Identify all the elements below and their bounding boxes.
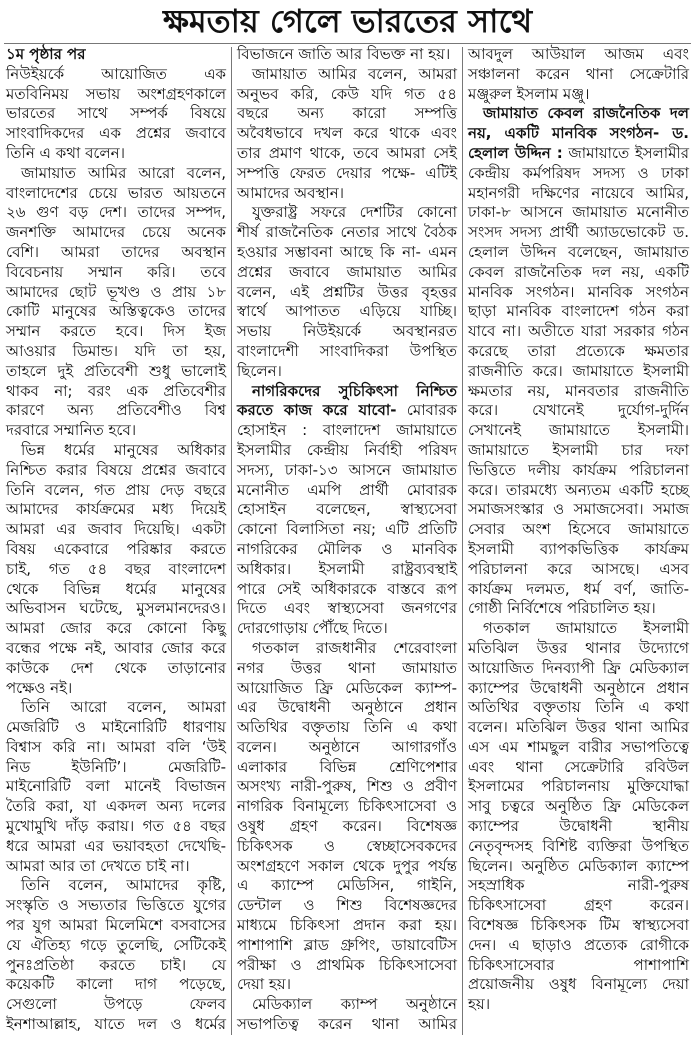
text-line: আমরা আর তা দেখতে চাই না। <box>6 856 190 875</box>
text-line: মতবিনিময় সভায় অংশগ্রহণকালে <box>6 84 226 103</box>
text-line: তিনি বলেন, আমাদের কৃষ্টি, <box>21 876 226 895</box>
text-line: কেবল রাজনৈতিক দল নয়, একটি <box>468 262 689 281</box>
text-line: নাগরিকের মৌলিক ও মানবিক <box>237 539 457 558</box>
text-line <box>468 104 689 124</box>
text-line: চিকিৎসাসেবা গ্রহণ করেন। <box>468 896 689 915</box>
text-line: শীর্ষ রাজনৈতিক নেতার সাথে বৈঠক <box>237 223 457 242</box>
text-line: ক্যাম্পের উদ্বোধনী স্থানীয় <box>468 817 689 836</box>
text-line: আমাদের অবস্থান। <box>237 183 345 202</box>
text-line: মাধ্যমে চিকিৎসা প্রদান করা হয়। <box>237 916 457 935</box>
text-line: কারণে অন্য প্রতিবেশীও বিশ্ব <box>6 401 226 420</box>
text-line: বন্ধের পক্ষে নই, আবার জোর করে <box>6 638 226 657</box>
paragraph <box>237 639 457 995</box>
column-1 <box>6 45 226 1035</box>
text-line: অধিকার। ইসলামী রাষ্ট্রব্যবস্থাই <box>237 559 457 578</box>
text-line: দিতে এবং স্বাস্থ্যসেবা জনগণের <box>237 599 457 618</box>
text-line: গতকাল রাজধানীর শেরেবাংলা <box>252 638 457 657</box>
text-line <box>237 401 457 421</box>
text-line: অবৈধভাবে দখল করে থাকে এবং <box>237 124 457 143</box>
text-line: হওয়ার সম্ভাবনা আছে কি না- এমন <box>237 242 457 261</box>
text-line: যে ঐতিহ্য গড়ে তুলেছি, সেটিকেই <box>6 935 226 954</box>
body-text: জামায়াতে ইসলামীর <box>568 143 689 162</box>
text-line: বছরে অন্য কারো সম্পত্তি <box>237 104 457 123</box>
text-line: অনুভব করি, কেউ যদি গত ৫৪ <box>237 84 457 103</box>
paragraph <box>237 995 457 1035</box>
text-line: আয়োজিত দিনব্যাপী ফ্রি মেডিক্যাল <box>468 658 689 677</box>
text-line: নিশ্চিত করার বিষয়ে প্রশ্নের জবাবে <box>6 460 226 479</box>
paragraph <box>237 65 457 204</box>
text-line: করে। যেখানেই দুর্যোগ-দুর্দিন <box>468 401 689 420</box>
text-line: পরীক্ষা ও প্রাথমিক চিকিৎসাসেবা <box>237 955 457 974</box>
text-line: সভাপতিত্ব করেন থানা আমির <box>237 1015 457 1034</box>
paragraph <box>6 164 226 441</box>
text-line: অংশগ্রহণে সকাল থেকে দুপুর পর্যন্ত <box>237 856 457 875</box>
text-line: কাউকে দেশ থেকে তাড়ানোর <box>6 658 226 677</box>
text-line: ২৬ গুণ বড় দেশ। তাদের সম্পদ, <box>6 203 226 222</box>
paragraph <box>6 698 226 876</box>
text-line: গোষ্ঠী নির্বিশেষে পরিচালিত হয়। <box>468 599 656 618</box>
text-line: তার প্রমাণ থাকে, তবে আমরা সেই <box>237 143 457 162</box>
text-line: বলেন। অনুষ্ঠানে আগারগাঁও <box>237 737 457 756</box>
text-line: ইসলামীর কেন্দ্রীয় নির্বাহী পরিষদ <box>237 440 457 459</box>
text-line: আমরা জোর করে কোনো কিছু <box>6 619 226 638</box>
text-line: হয়। <box>468 995 491 1014</box>
text-line: যুক্তরাষ্ট্র সফরে দেশটির কোনো <box>252 203 457 222</box>
text-line: পারে সেই অধিকারকে বাস্তবে রূপ <box>237 579 457 598</box>
text-line: থেকে বিভিন্ন ধর্মের মানুষের <box>6 579 226 598</box>
text-line: এলাকার বিভিন্ন শ্রেণিপেশার <box>237 757 457 776</box>
text-line <box>468 144 689 164</box>
text-line: মুখোমুখি দাঁড় করায়। গত ৫৪ বছর <box>6 817 226 836</box>
text-line: ছিলেন। অনুষ্ঠিত মেডিক্যাল ক্যাম্পে <box>468 856 689 875</box>
paragraph <box>6 441 226 698</box>
text-line: বলেন, এই প্রশ্নটির উত্তর বৃহত্তর <box>237 282 457 301</box>
text-line: সমাজসংস্কার ও সমাজসেবা। সমাজ <box>468 500 689 519</box>
text-line: অতিথির বক্তৃতায় তিনি এ কথা <box>237 718 457 737</box>
headline-rule <box>4 43 691 44</box>
lead-in-text: করতে কাজ করে যাবো- <box>237 401 397 420</box>
text-line: মেজরিটি ও মাইনোরিটি ধারণায় <box>6 718 226 737</box>
text-line: নিড ইউনিটি’। মেজরিটি- <box>6 757 226 776</box>
text-line: কোনো বিলাসিতা নয়; এটি প্রতিটি <box>237 520 457 539</box>
text-line: আমাদের ছোট ভূখণ্ড ও প্রায় ১৮ <box>6 282 226 301</box>
paragraph <box>6 65 226 164</box>
text-line: অভিবাসন ঘটেছে, মুসলমানদেরও। <box>6 599 226 618</box>
text-line: স্বার্থে আপাতত এড়িয়ে যাচ্ছি। <box>237 302 457 321</box>
text-line: রাজনীতি করে। জামায়াতে ইসলামী <box>468 361 689 380</box>
text-line: এ ক্যাম্পে মেডিসিন, গাইনি, <box>237 876 457 895</box>
column-rule <box>231 47 232 1035</box>
text-line: সেগুলো উপড়ে ফেলব <box>6 995 226 1014</box>
text-line: মতিঝিল উত্তর থানার উদ্যোগে <box>468 638 689 657</box>
text-line: ইসলামী ব্যাপকভিত্তিক কার্যক্রম <box>468 539 689 558</box>
text-line: কোটি মানুষের অস্তিত্বকেও তাদের <box>6 302 226 321</box>
paragraph <box>6 876 226 1034</box>
text-line: ধরে আমরা এর ভয়াবহতা দেখেছি- <box>6 836 226 855</box>
text-line: দোরগোড়ায় পৌঁছে দিতে। <box>237 619 388 638</box>
text-line: করে। তারমধ্যে অন্যতম একটি হচ্ছে <box>468 480 689 499</box>
text-line: নগর উত্তর থানা জামায়াত <box>237 658 457 677</box>
text-line: বাংলাদেশের চেয়ে ভারত আয়তনে <box>6 183 226 202</box>
text-line: ইনশাআল্লাহ, যাতে দল ও ধর্মের <box>6 1015 226 1034</box>
text-line: মঞ্জুরুল ইসলাম মঞ্জু। <box>468 84 590 103</box>
text-line: আয়োজিত ফ্রি মেডিকেল ক্যাম্প- <box>237 678 457 697</box>
text-line: মনোনীত এমপি প্রার্থী মোবারক <box>237 480 457 499</box>
text-line: দেন। এ ছাড়াও প্রত্যেক রোগীকে <box>468 935 689 954</box>
paragraph <box>468 45 689 104</box>
text-line: নিউইয়র্কে আয়োজিত এক <box>6 64 226 83</box>
text-line <box>237 382 457 402</box>
text-line: সাংবাদিকদের এক প্রশ্নের জবাবে <box>6 124 226 143</box>
text-line: করেছে তারা প্রত্যেকে ক্ষমতার <box>468 341 689 360</box>
text-line: মানবিক সংগঠন। মানবিক সংগঠন <box>468 282 689 301</box>
text-line: সম্পত্তি ফেরত দেয়ার পক্ষে- এটিই <box>237 163 457 182</box>
lead-in-text: জামায়াত কেবল রাজনৈতিক দল <box>483 104 689 123</box>
text-line: ডেন্টাল ও শিশু বিশেষজ্ঞদের <box>237 896 457 915</box>
lead-in-text: নাগরিকদের সুচিকিৎসা নিশ্চিত <box>252 381 457 400</box>
text-line: বিভাজনে জাতি আর বিভক্ত না হয়। <box>237 45 451 63</box>
text-line: সংসদ সদস্য প্রার্থী অ্যাডভোকেট ড. <box>468 223 689 242</box>
text-line: জামায়াত আমির আরো বলেন, <box>21 163 226 182</box>
text-line: সহস্রাধিক নারী-পুরুষ <box>468 876 689 895</box>
text-line: সাবু চত্বরে অনুষ্ঠিত ফ্রি মেডিকেল <box>468 797 689 816</box>
text-line: বিশেষজ্ঞ চিকিৎসক টিম স্বাস্থ্যসেবা <box>468 916 689 935</box>
paragraph <box>237 45 457 65</box>
text-line: চিকিৎসক ও স্বেচ্ছাসেবকদের <box>237 836 457 855</box>
text-line: আওয়ার ডিমান্ড। যদি তা হয়, <box>6 341 226 360</box>
text-line: এর উদ্বোধনী অনুষ্ঠানে প্রধান <box>237 698 457 717</box>
text-line: হোসাইন বলেছেন, স্বাস্থ্যসেবা <box>237 500 457 519</box>
text-line: কয়েকটি কালো দাগ পড়েছে, <box>6 975 226 994</box>
text-line: জামায়াত আমির বলেন, আমরা <box>252 64 457 83</box>
text-line: প্রয়োজনীয় ওষুধ বিনামূল্যে দেয়া <box>468 975 689 994</box>
body-text: মোবারক <box>406 401 457 420</box>
column-2 <box>237 45 457 1035</box>
text-line: সদস্য, ঢাকা-১৩ আসনে জামায়াত <box>237 460 457 479</box>
text-line: পক্ষেও নই। <box>6 678 73 697</box>
column-rule <box>462 47 463 1035</box>
paragraph <box>468 104 689 619</box>
text-line: পরিচালনা করে আসছে। এসব <box>468 559 689 578</box>
text-line: সম্মান করতে হবে। দিস ইজ <box>6 322 226 341</box>
text-line: দরবারে সম্মানিত হবে। <box>6 421 137 440</box>
text-line: তিনি বলেন, গত প্রায় দেড় বছরে <box>6 480 226 499</box>
text-line: অসংখ্য নারী-পুরুষ, শিশু ও প্রবীণ <box>237 777 457 796</box>
text-line: মেডিক্যাল ক্যাম্প অনুষ্ঠানে <box>252 995 457 1014</box>
text-line: তিনি এ কথা বলেন। <box>6 143 125 162</box>
text-line: এবং থানা সেক্রেটারি রবিউল <box>468 757 689 776</box>
text-line: আমাদের কার্যক্রমের মধ্য দিয়েই <box>6 500 226 519</box>
text-line: গতকাল জামায়াতে ইসলামী <box>483 619 689 638</box>
text-line: ইসলামের পরিচালনায় মুক্তিযোদ্ধা <box>468 777 689 796</box>
headline: ক্ষমতায় গেলে ভারতের সাথে <box>162 2 533 40</box>
text-line: জামায়াতে ইসলামী চার দফা <box>468 440 689 459</box>
text-line: পাশাপাশি ব্লাড গ্রুপিং, ডায়াবেটিস <box>237 935 457 954</box>
text-line: মাইনোরিটি বলা মানেই বিভাজন <box>6 777 226 796</box>
text-line: সেবার অংশ হিসেবে জামায়াতে <box>468 520 689 539</box>
text-line: ভারতের সাথে সম্পর্ক বিষয়ে <box>6 104 226 123</box>
text-line: কেন্দ্রীয় কর্মপরিষদ সদস্য ও ঢাকা <box>468 163 689 182</box>
lead-in-text: নয়, একটি মানবিক সংগঠন- ড. <box>468 124 689 143</box>
text-line: আবদুল আউয়াল আজম এবং <box>468 45 689 63</box>
text-line: ভিন্ন ধর্মের মানুষের অধিকার <box>21 440 226 459</box>
jump-line: ১ম পৃষ্ঠার পর <box>6 45 86 63</box>
text-line: সঞ্চালনা করেন থানা সেক্রেটারি <box>468 64 689 83</box>
text-line: ছিলেন। <box>237 361 282 380</box>
text-line: নাগরিক বিনামূল্যে চিকিৎসাসেবা ও <box>237 797 457 816</box>
text-line: ছাড়া মানবিক বাংলাদেশ গঠন করা <box>468 302 689 321</box>
text-line: বাংলাদেশী সাংবাদিকরা উপস্থিত <box>237 341 457 360</box>
paragraph <box>237 382 457 639</box>
text-line <box>468 124 689 144</box>
text-line: বিবেচনায় সম্মান করি। তবে <box>6 262 226 281</box>
paragraph <box>237 203 457 381</box>
text-line: ক্ষমতার নয়, মানবতার রাজনীতি <box>468 381 689 400</box>
text-line: বিশ্বাস করি না। আমরা বলি ‘উই <box>6 737 226 756</box>
text-line: অতিথির বক্তৃতায় তিনি এ কথা <box>468 698 689 717</box>
text-line: নেতৃবৃন্দসহ বিশিষ্ট ব্যক্তিরা উপস্থিত <box>468 836 689 855</box>
lead-in-text: হেলাল উদ্দিন : <box>468 143 563 162</box>
text-line: জনশক্তি আমাদের চেয়ে অনেক <box>6 223 226 242</box>
text-line: বেশি। আমরা তাদের অবস্থান <box>6 242 226 261</box>
text-line: থাকব না; বরং এক প্রতিবেশীর <box>6 381 226 400</box>
text-line: পর যুগ আমরা মিলেমিশে বসবাসের <box>6 916 226 935</box>
text-line: সভায় নিউইয়র্কে অবস্থানরত <box>237 322 457 341</box>
text-line: হেলাল উদ্দিন বলেছেন, জামায়াত <box>468 242 689 261</box>
text-line: পুনঃপ্রতিষ্ঠা করতে চাই। যে <box>6 955 226 974</box>
text-line: তিনি আরো বলেন, আমরা <box>21 698 226 717</box>
column-3 <box>468 45 689 1015</box>
text-line: আমরা এর জবাব দিয়েছি। একটা <box>6 520 226 539</box>
text-line: ভিত্তিতে দলীয় কার্যক্রম পরিচালনা <box>468 460 689 479</box>
text-line: সেখানেই জামায়াতে ইসলামী। <box>468 421 689 440</box>
text-line: চাই, গত ৫৪ বছর বাংলাদেশ <box>6 559 226 578</box>
text-line: তাহলে দুই প্রতিবেশী শুধু ভালোই <box>6 361 226 380</box>
text-line: ক্যাম্পের উদ্বোধনী অনুষ্ঠানে প্রধান <box>468 678 689 697</box>
text-line: ওষুধ গ্রহণ করেন। বিশেষজ্ঞ <box>237 817 457 836</box>
text-line: দেয়া হয়। <box>237 975 292 994</box>
text-line: ঢাকা-৮ আসনে জামায়াত মনোনীত <box>468 203 689 222</box>
text-line: চিকিৎসাসেবার পাশাপাশি <box>468 955 689 974</box>
paragraph <box>468 619 689 1015</box>
text-line: বলেন। মতিঝিল উত্তর থানা আমির <box>468 718 689 737</box>
text-line: এস এম শামছুল বারীর সভাপতিত্বে <box>468 737 689 756</box>
text-line: কার্যক্রম দলমত, ধর্ম বর্ণ, জাতি- <box>468 579 689 598</box>
text-line: যাবে না। অতীতে যারা সরকার গঠন <box>468 322 689 341</box>
text-line: হোসাইন : বাংলাদেশ জামায়াতে <box>237 421 457 440</box>
text-line: সংস্কৃতি ও সভ্যতার ভিত্তিতে যুগের <box>6 896 226 915</box>
text-line: প্রশ্নের জবাবে জামায়াত আমির <box>237 262 457 281</box>
text-line: তৈরি করা, যা একদল অন্য দলের <box>6 797 226 816</box>
text-line: মহানগরী দক্ষিণের নায়েবে আমির, <box>468 183 689 202</box>
text-line: বিষয় একেবারে পরিষ্কার করতে <box>6 539 226 558</box>
